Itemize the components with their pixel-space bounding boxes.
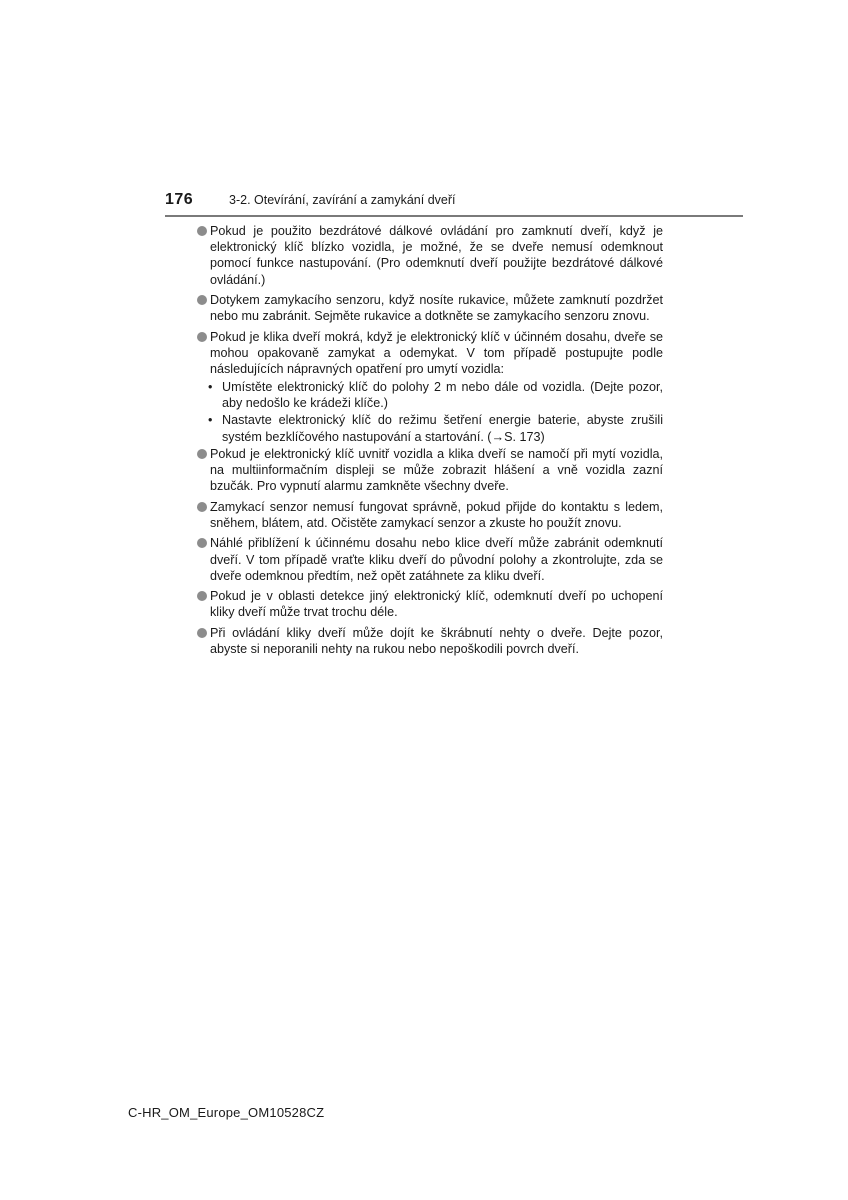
bullet-icon — [197, 502, 207, 512]
item-text: Zamykací senzor nemusí fungovat správně, pokud přijde do kontaktu s ledem, sněhem, blátem, atd. Očistěte zamykací senzor a zkuste ho použít znovu. — [210, 499, 663, 530]
list-item — [197, 588, 663, 620]
list-item — [197, 535, 663, 584]
list-item — [197, 329, 663, 378]
sub-list-item — [197, 379, 663, 411]
bullet-icon — [197, 295, 207, 305]
bullet-icon — [197, 628, 207, 638]
list-item — [197, 223, 663, 288]
sub-bullet-icon: • — [208, 413, 213, 428]
notes-list — [197, 223, 663, 661]
item-text: Náhlé přiblížení k účinnému dosahu nebo klice dveří může zabránit odemknutí dveří. V tom případě vraťte kliku dveří do původní polohy a zkontrolujte, zda se dveře odemknou předtím, než opět zatáhnete za kliku dveří. — [210, 536, 663, 583]
item-text: Při ovládání kliky dveří může dojít ke škrábnutí nehty o dveře. Dejte pozor, abyste si neporanili nehty na rukou nebo nepoškodili povrch dveří. — [210, 625, 663, 656]
sub-list-item — [197, 412, 663, 444]
item-text: Dotykem zamykacího senzoru, když nosíte rukavice, můžete zamknutí pozdržet nebo mu zabránit. Sejměte rukavice a dotkněte se zamykacího senzoru znovu. — [210, 293, 663, 324]
bullet-icon — [197, 591, 207, 601]
item-text: Pokud je v oblasti detekce jiný elektronický klíč, odemknutí dveří po uchopení kliky dveří může trvat trochu déle. — [210, 589, 663, 620]
list-item — [197, 446, 663, 495]
item-text: Pokud je klika dveří mokrá, když je elektronický klíč v účinném dosahu, dveře se mohou opakovaně zamykat a odemykat. V tom případě postupujte podle následujících nápravných opatření pro umytí vozidla: — [210, 329, 663, 376]
header-divider — [165, 215, 743, 217]
section-title: 3-2. Otevírání, zavírání a zamykání dveří — [229, 193, 456, 207]
list-item — [197, 499, 663, 531]
subitem-text: Umístěte elektronický klíč do polohy 2 m nebo dále od vozidla. (Dejte pozor, aby nedošlo ke krádeži klíče.) — [222, 379, 663, 410]
bullet-icon — [197, 332, 207, 342]
bullet-icon — [197, 538, 207, 548]
bullet-icon — [197, 226, 207, 236]
page-header — [165, 191, 743, 217]
item-text: Pokud je použito bezdrátové dálkové ovládání pro zamknutí dveří, když je elektronický klíč blízko vozidla, je možné, že se dveře nemusí odemknout pomocí funkce nastupování. (Pro odemknutí dveří použijte bezdrátové dálkové ovládání.) — [210, 224, 663, 287]
subitem-text: Nastavte elektronický klíč do režimu šetření energie baterie, abyste zrušili systém bezklíčového nastupování a startování. (→S. 173) — [222, 413, 663, 444]
list-item — [197, 292, 663, 324]
bullet-icon — [197, 449, 207, 459]
page-number: 176 — [165, 191, 194, 208]
item-text: Pokud je elektronický klíč uvnitř vozidla a klika dveří se namočí při mytí vozidla, na multiinformačním displeji se může zobrazit hlášení a vně vozidla zazní bzučák. Pro vypnutí alarmu zamkněte všechny dveře. — [210, 446, 663, 494]
sub-bullet-icon: • — [208, 379, 213, 394]
document-code: C-HR_OM_Europe_OM10528CZ — [128, 1105, 325, 1120]
list-item — [197, 625, 663, 657]
